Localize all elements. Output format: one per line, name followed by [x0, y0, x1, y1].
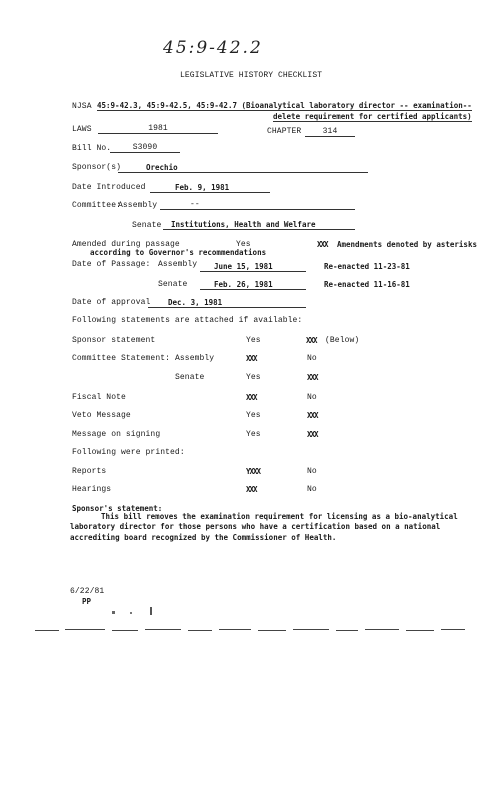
committee-statement-senate-crossed-no: XXX: [307, 373, 318, 382]
handwritten-statute-number: 45:9-42.2: [163, 38, 263, 58]
laws-value: 1981: [98, 124, 218, 134]
committee-statement-senate-label: Senate: [175, 373, 205, 382]
scan-mark: [150, 607, 152, 615]
veto-message-yes: Yes: [246, 411, 261, 420]
reports-crossed-yes: YXXX: [246, 467, 261, 476]
chapter-value: 314: [305, 127, 355, 137]
message-on-signing-label: Message on signing: [72, 430, 161, 439]
passage-assembly-label: Assembly: [158, 260, 198, 269]
hearings-no: No: [307, 485, 317, 494]
statements-header: Following statements are attached if available:: [72, 316, 303, 325]
fiscal-note-label: Fiscal Note: [72, 393, 126, 402]
committee-assembly-value: --: [160, 200, 355, 210]
message-on-signing-yes: Yes: [246, 430, 261, 439]
scan-mark: [130, 612, 132, 614]
njsa-value: 45:9-42.3, 45:9-42.5, 45:9-42.7 (Bioanalytical laboratory director -- examination--: [97, 101, 472, 110]
amended-subnote: according to Governor's recommendations: [90, 248, 267, 257]
hearings-label: Hearings: [72, 485, 112, 494]
committee-statement-assembly-crossed-yes: XXX: [246, 354, 257, 363]
veto-message-crossed-no: XXX: [307, 411, 318, 420]
bill-label: Bill No.: [72, 144, 112, 153]
sponsor-statement-label: Sponsor statement: [72, 336, 156, 345]
amended-crossed-no: XXX: [317, 240, 328, 249]
chapter-label: CHAPTER: [267, 127, 302, 136]
footer-initials: PP: [82, 597, 92, 606]
fiscal-note-no: No: [307, 393, 317, 402]
reenacted-senate: Re-enacted 11-16-81: [324, 280, 410, 289]
bill-value: S3090: [110, 143, 180, 153]
laws-label: LAWS: [72, 125, 92, 134]
sponsor-statement-line-1: This bill removes the examination requirement for licensing as a bio-analytical: [101, 512, 458, 521]
page-title: LEGISLATIVE HISTORY CHECKLIST: [180, 71, 323, 80]
committee-label: Committee:: [72, 201, 122, 210]
sponsor-statement-crossed-no: XXX: [306, 336, 317, 345]
amended-note: Amendments denoted by asterisks: [337, 240, 477, 249]
sponsor-statement-extra: (Below): [325, 336, 360, 345]
amended-yes: Yes: [236, 240, 251, 249]
reenacted-assembly: Re-enacted 11-23-81: [324, 262, 410, 271]
committee-senate-label: Senate: [132, 221, 162, 230]
amended-label: Amended during passage: [72, 240, 180, 249]
message-on-signing-crossed-no: XXX: [307, 430, 318, 439]
hearings-crossed-yes: XXX: [246, 485, 257, 494]
approval-label: Date of approval: [72, 298, 151, 307]
sponsor-statement-line-3: accrediting board recognized by the Commissioner of Health.: [70, 533, 337, 542]
reports-label: Reports: [72, 467, 107, 476]
njsa-continuation: delete requirement for certified applicants): [273, 112, 472, 121]
committee-statement-assembly-no: No: [307, 354, 317, 363]
veto-message-label: Veto Message: [72, 411, 131, 420]
date-introduced-label: Date Introduced: [72, 183, 146, 192]
sponsor-value: Orechio: [118, 163, 368, 173]
sponsor-label: Sponsor(s): [72, 163, 122, 172]
committee-statement-senate-yes: Yes: [246, 373, 261, 382]
reports-no: No: [307, 467, 317, 476]
passage-label: Date of Passage:: [72, 260, 151, 269]
committee-statement-label: Committee Statement:: [72, 354, 171, 363]
njsa-label: NJSA: [72, 102, 92, 111]
committee-assembly-label: Assembly: [118, 201, 158, 210]
approval-value: Dec. 3, 1981: [148, 298, 306, 308]
printed-header: Following were printed:: [72, 448, 185, 457]
passage-assembly-value: June 15, 1981: [200, 262, 306, 272]
committee-senate-value: Institutions, Health and Welfare: [163, 220, 355, 230]
sponsor-statement-yes: Yes: [246, 336, 261, 345]
committee-statement-assembly-label: Assembly: [175, 354, 215, 363]
sponsor-statement-heading: Sponsor's statement:: [72, 504, 163, 513]
passage-senate-label: Senate: [158, 280, 188, 289]
passage-senate-value: Feb. 26, 1981: [200, 280, 306, 290]
date-introduced-value: Feb. 9, 1981: [150, 183, 270, 193]
footer-date: 6/22/81: [70, 587, 105, 596]
scan-mark: [112, 611, 115, 614]
sponsor-statement-line-2: laboratory director for those persons who have a certification based on a national: [70, 522, 441, 531]
fiscal-note-crossed-yes: XXX: [246, 393, 257, 402]
